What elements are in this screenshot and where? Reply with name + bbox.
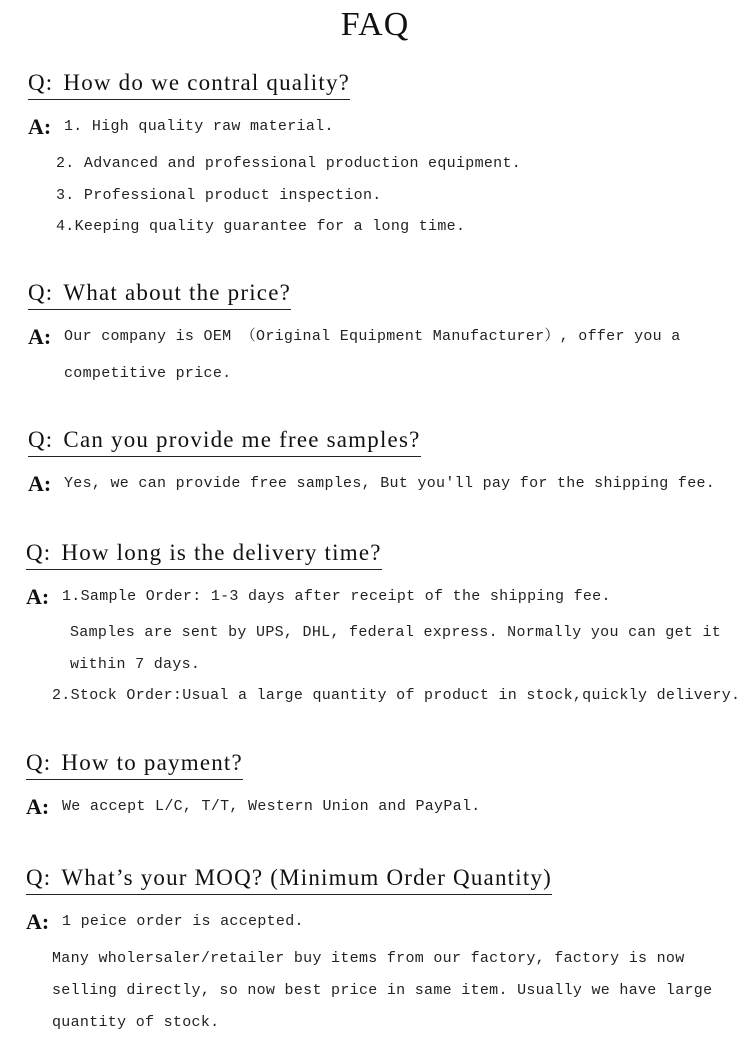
answer-line: selling directly, so now best price in same item. Usually we have large xyxy=(52,982,713,999)
answer-line: Our company is OEM （Original Equipment Manufacturer）, offer you a xyxy=(64,328,681,345)
answer-line: competitive price. xyxy=(64,365,232,382)
answer-line: 4.Keeping quality guarantee for a long time. xyxy=(56,218,466,235)
question-text: How do we contral quality? xyxy=(63,70,351,95)
faq-question-delivery xyxy=(26,539,382,570)
faq-question-samples xyxy=(28,426,421,457)
answer-line: 2.Stock Order:Usual a large quantity of product in stock,quickly delivery. xyxy=(52,687,741,704)
answer-line: within 7 days. xyxy=(70,656,201,673)
question-text: How to payment? xyxy=(61,750,243,775)
answer-line: Samples are sent by UPS, DHL, federal express. Normally you can get it xyxy=(70,624,722,641)
answer-line: 2. Advanced and professional production equipment. xyxy=(56,155,522,172)
answer-line: 3. Professional product inspection. xyxy=(56,187,382,204)
answer-line: quantity of stock. xyxy=(52,1014,220,1031)
question-prefix: Q: xyxy=(28,70,54,95)
question-prefix: Q: xyxy=(26,540,52,565)
question-prefix: Q: xyxy=(26,750,52,775)
answer-prefix: A: xyxy=(26,909,50,934)
question-text: How long is the delivery time? xyxy=(61,540,382,565)
question-prefix: Q: xyxy=(26,865,52,890)
question-text: Can you provide me free samples? xyxy=(63,427,421,452)
answer-line: 1. High quality raw material. xyxy=(64,118,334,135)
answer-prefix: A: xyxy=(26,584,50,609)
question-prefix: Q: xyxy=(28,427,54,452)
answer-line: 1 peice order is accepted. xyxy=(62,913,304,930)
faq-question-price xyxy=(28,279,291,310)
question-prefix: Q: xyxy=(28,280,54,305)
faq-question-payment xyxy=(26,749,243,780)
answer-line: 1.Sample Order: 1-3 days after receipt of the shipping fee. xyxy=(62,588,611,605)
faq-question-moq xyxy=(26,864,552,895)
faq-question-quality xyxy=(28,69,350,100)
answer-line: We accept L/C, T/T, Western Union and PayPal. xyxy=(62,798,481,815)
answer-prefix: A: xyxy=(28,114,52,139)
answer-line: Yes, we can provide free samples, But you'll pay for the shipping fee. xyxy=(64,475,716,492)
question-text: What’s your MOQ? (Minimum Order Quantity) xyxy=(61,865,552,890)
answer-line: Many wholersaler/retailer buy items from our factory, factory is now xyxy=(52,950,685,967)
answer-prefix: A: xyxy=(28,471,52,496)
page-title: FAQ xyxy=(340,6,410,43)
question-text: What about the price? xyxy=(63,280,292,305)
answer-prefix: A: xyxy=(28,324,52,349)
answer-prefix: A: xyxy=(26,794,50,819)
